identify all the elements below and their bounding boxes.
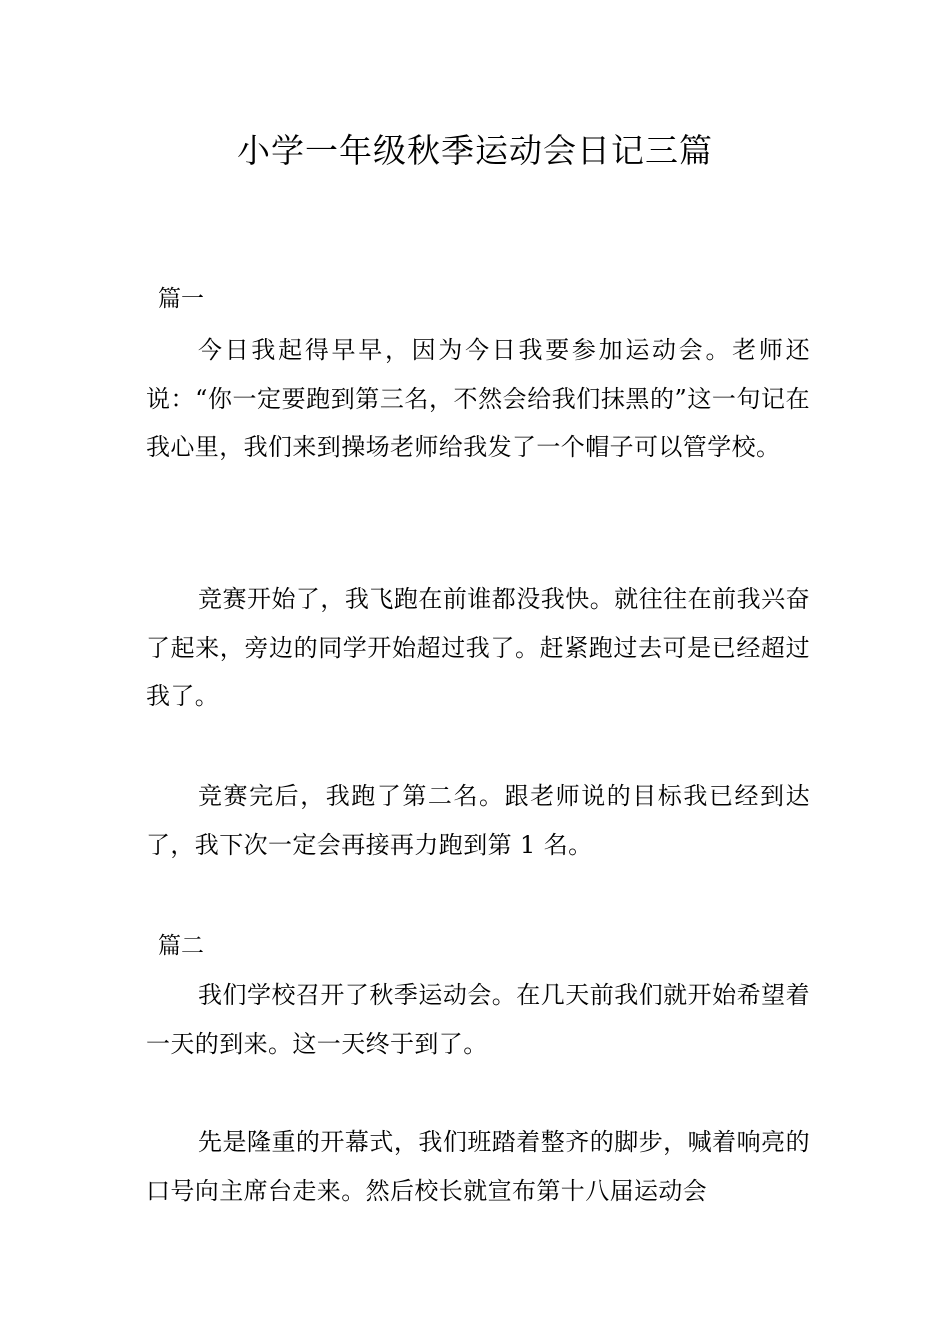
paragraph: 竞赛开始了，我飞跑在前谁都没我快。就往往在前我兴奋了起来，旁边的同学开始超过我了。赶紧跑过去可是已经超过我了。 — [146, 585, 810, 710]
section-heading-2: 篇二 — [158, 933, 204, 959]
section-heading-1: 篇一 — [158, 286, 204, 312]
paragraph: 竞赛完后，我跑了第二名。跟老师说的目标我已经到达了，我下次一定会再接再力跑到第 1 名。 — [146, 782, 810, 859]
paragraph: 今日我起得早早，因为今日我要参加运动会。老师还说：“你一定要跑到第三名，不然会给我们抹黑的”这一句记在我心里，我们来到操场老师给我发了一个帽子可以管学校。 — [146, 336, 810, 461]
paragraph: 我们学校召开了秋季运动会。在几天前我们就开始希望着一天的到来。这一天终于到了。 — [146, 981, 810, 1058]
document-title: 小学一年级秋季运动会日记三篇 — [237, 131, 713, 170]
paragraph: 先是隆重的开幕式，我们班踏着整齐的脚步，喊着响亮的口号向主席台走来。然后校长就宣布第十八届运动会 — [146, 1128, 810, 1205]
